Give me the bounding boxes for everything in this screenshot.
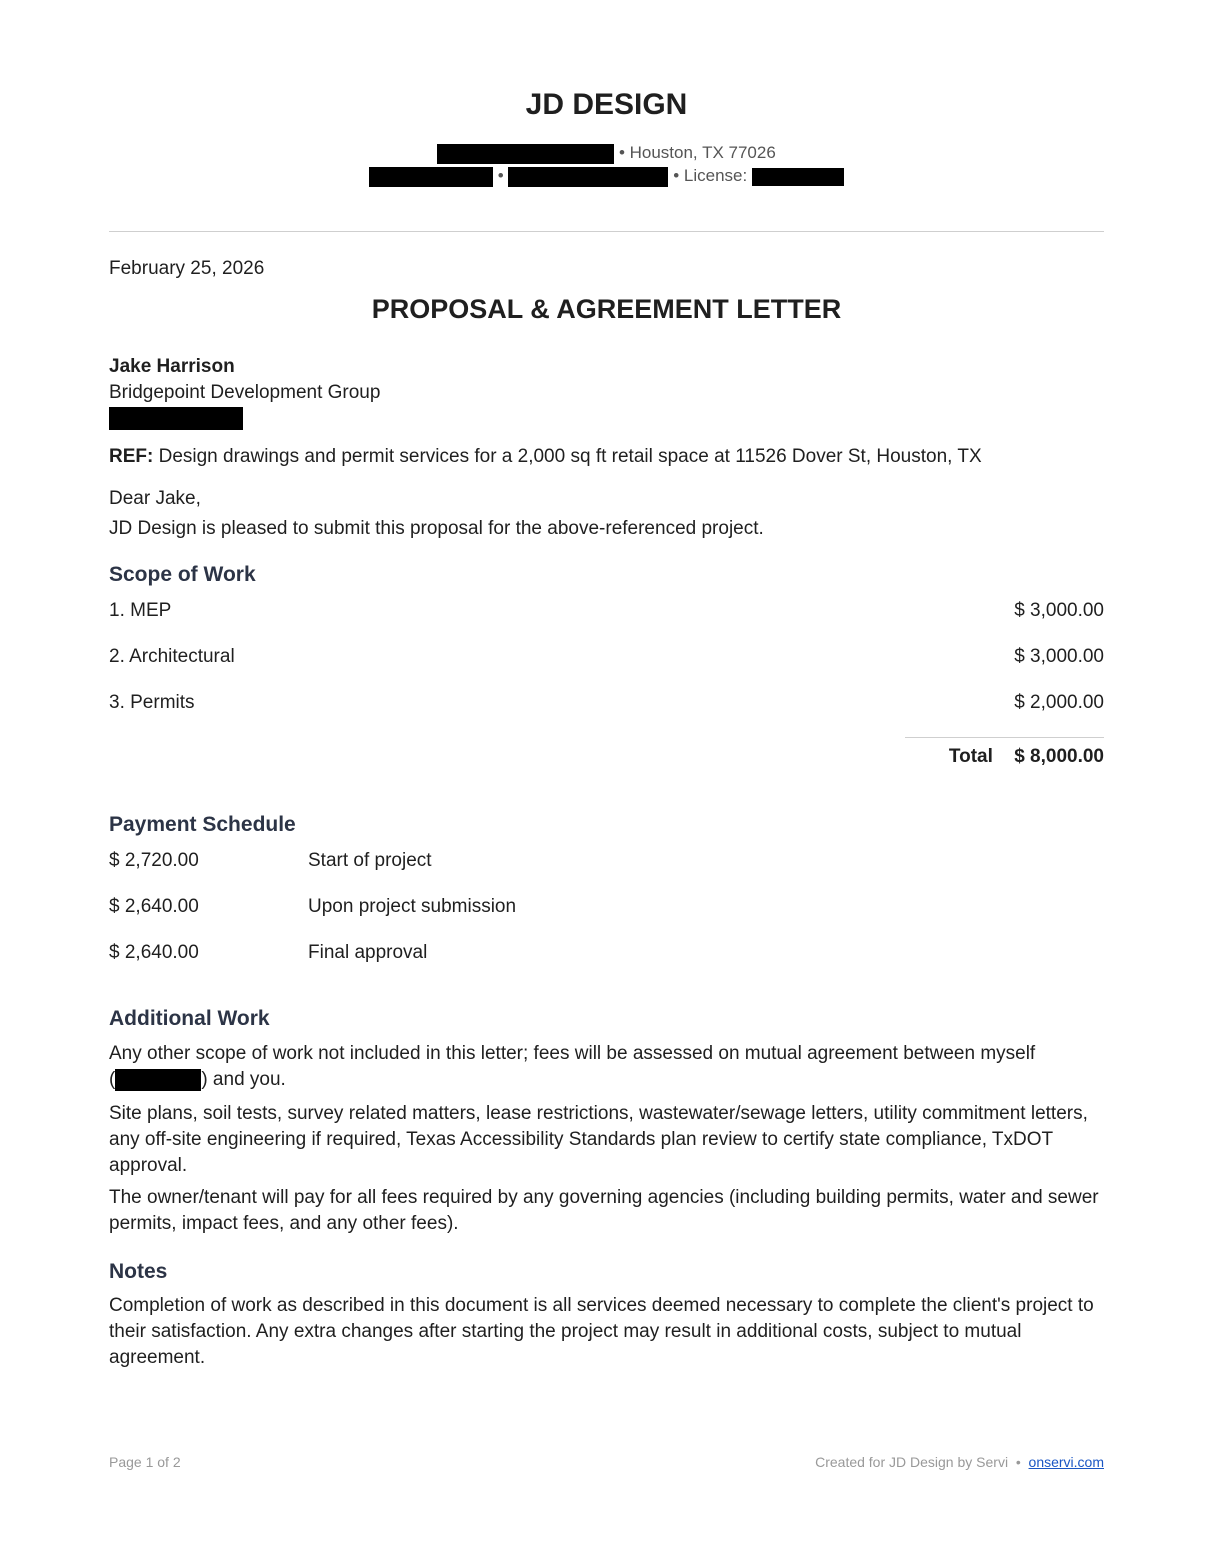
redacted-name (115, 1069, 201, 1091)
total-divider (905, 737, 1104, 738)
scope-item-label: 2. Architectural (109, 646, 235, 667)
redacted-phone (369, 167, 493, 187)
header-divider (109, 231, 1104, 232)
footer-credit (815, 1454, 1104, 1470)
license-label: • License: (673, 166, 748, 185)
total-amount: $ 8,000.00 (1014, 746, 1104, 767)
additional-p1-end: ) and you. (201, 1069, 286, 1090)
reference-line (109, 446, 982, 468)
ref-text: Design drawings and permit services for a 2,000 sq ft retail space at 11526 Dover St, Houston, TX (153, 446, 982, 467)
ref-label: REF: (109, 446, 154, 467)
address-city: • Houston, TX 77026 (618, 143, 776, 162)
payment-description: Start of project (308, 850, 432, 871)
payment-amount: $ 2,720.00 (109, 850, 199, 871)
redacted-street-address (437, 144, 614, 164)
total-label: Total (948, 746, 993, 767)
payment-row (109, 942, 428, 964)
payment-amount: $ 2,640.00 (109, 942, 199, 963)
scope-item (109, 600, 1104, 622)
total-row (949, 746, 1104, 768)
payment-row (109, 896, 517, 918)
separator: • (497, 166, 504, 185)
scope-item-label: 1. MEP (109, 600, 172, 621)
address-line-2 (109, 166, 1104, 187)
scope-item (109, 646, 1104, 668)
payment-description: Upon project submission (308, 896, 517, 917)
redacted-email (508, 167, 668, 187)
additional-paragraph-3: The owner/tenant will pay for all fees required by any governing agencies (including building permits, water and sewer permits, impact fees, and any other fees). (109, 1187, 1099, 1234)
company-name: JD DESIGN (525, 88, 688, 121)
scope-item-label: 3. Permits (109, 692, 195, 713)
footer-separator: • (1015, 1454, 1021, 1470)
greeting: Dear Jake, (109, 488, 201, 509)
additional-paragraph-2: Site plans, soil tests, survey related matters, lease restrictions, wastewater/sewage letters, utility commitment letters, any off-site engineering if required, Texas Accessibility Standards plan review to certify state compliance, TxDOT approval. (109, 1103, 1088, 1176)
notes-text: Completion of work as described in this document is all services deemed necessary to complete the client's project to their satisfaction. Any extra changes after starting the project may result in additional costs, subject to mutual agreement. (109, 1295, 1094, 1368)
created-by: Created for JD Design by Servi (815, 1454, 1009, 1470)
servi-link[interactable]: onservi.com (1028, 1454, 1104, 1470)
paren-open: ( (109, 1069, 116, 1090)
additional-p1-text: Any other scope of work not included in this letter; fees will be assessed on mutual agreement between myself (109, 1043, 1036, 1064)
redacted-client-address (109, 407, 243, 430)
letter-page (109, 0, 1104, 1558)
scope-item (109, 692, 1104, 714)
letter-date: February 25, 2026 (109, 258, 265, 279)
scope-item-amount: $ 3,000.00 (1014, 600, 1104, 621)
payment-amount: $ 2,640.00 (109, 896, 199, 917)
client-company: Bridgepoint Development Group (109, 382, 381, 403)
notes-heading: Notes (109, 1260, 168, 1283)
additional-work-heading: Additional Work (109, 1007, 270, 1030)
scope-heading: Scope of Work (109, 563, 256, 586)
payment-heading: Payment Schedule (109, 813, 296, 836)
additional-paragraph-1 (109, 1041, 1104, 1093)
letter-title: PROPOSAL & AGREEMENT LETTER (371, 294, 842, 324)
client-name: Jake Harrison (109, 356, 235, 377)
page-number: Page 1 of 2 (109, 1454, 181, 1470)
scope-item-amount: $ 3,000.00 (1014, 646, 1104, 667)
intro-text: JD Design is pleased to submit this proposal for the above-referenced project. (109, 518, 764, 539)
redacted-license (752, 168, 844, 186)
payment-description: Final approval (308, 942, 428, 963)
address-line-1 (109, 143, 1104, 164)
payment-row (109, 850, 432, 872)
scope-item-amount: $ 2,000.00 (1014, 692, 1104, 713)
